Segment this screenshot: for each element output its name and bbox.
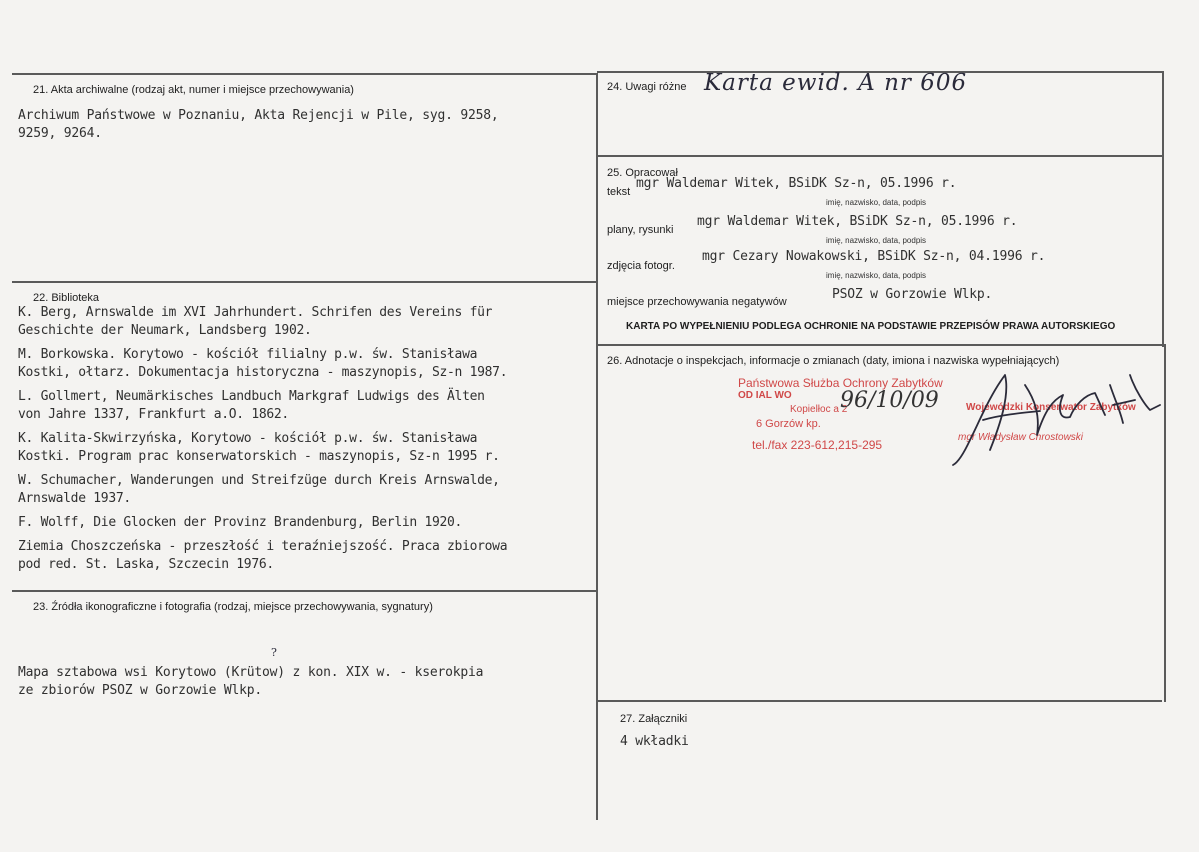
bib-entry: [18, 514, 588, 532]
s25-negatives-label: miejsce przechowywania negatywów: [607, 296, 787, 308]
s21-line-1: Archiwum Państwowe w Poznaniu, Akta Rejencji w Pile, syg. 9258,: [18, 108, 499, 123]
stamp-line: OD IAL WO: [738, 390, 792, 401]
s23-line-2: ze zbiorów PSOZ w Gorzowie Wlkp.: [18, 683, 263, 698]
bib-line: Kostki. Program prac konserwatorskich - maszynopis, Sz-n 1995 r.: [18, 449, 500, 464]
inspection-date: 96/10/09: [840, 388, 939, 413]
s25-plans-label: plany, rysunki: [607, 224, 674, 236]
stamp2-line: Wojewódzki Konserwator Zabytków: [966, 402, 1136, 413]
bib-line: Geschichte der Neumark, Landsberg 1902.: [18, 323, 312, 338]
s21-line-2: 9259, 9264.: [18, 126, 102, 141]
s25-label: 25. Opracował: [607, 167, 678, 179]
bib-line: K. Berg, Arnswalde im XVI Jahrhundert. Schrifen des Vereins für: [18, 305, 493, 320]
s27-value: 4 wkładki: [620, 734, 689, 749]
s22-label: 22. Biblioteka: [33, 292, 100, 304]
s24-label: 24. Uwagi różne: [607, 81, 687, 93]
rule-top-left: [12, 73, 597, 75]
s25-plans-value: mgr Waldemar Witek, BSiDK Sz-n, 05.1996 r.: [697, 214, 1018, 229]
stamp-line: Kopielłoc a 2: [790, 404, 848, 415]
s25-text-label: tekst: [607, 186, 631, 198]
column-divider: [596, 73, 598, 820]
bib-line: K. Kalita-Skwirzyńska, Korytowo - kościół p.w. św. Stanisława: [18, 431, 478, 446]
bib-line: Arnswalde 1937.: [18, 491, 131, 506]
s25-text-value: mgr Waldemar Witek, BSiDK Sz-n, 05.1996 r.: [636, 176, 957, 191]
rule-s27-right: [597, 700, 1162, 702]
stamp2-line: mgr Władysław Chrostowski: [958, 432, 1084, 443]
stamp-line: 6 Gorzów kp.: [756, 418, 821, 430]
s25-photos-label: zdjęcia fotogr.: [607, 260, 675, 272]
s25-copyright-notice: KARTA PO WYPEŁNIENIU PODLEGA OCHRONIE NA PODSTAWIE PRZEPISÓW PRAWA AUTORSKIEGO: [626, 321, 1116, 332]
s25-plans-caption: imię, nazwisko, data, podpis: [826, 236, 927, 245]
bib-entry: [18, 472, 588, 508]
bib-line: L. Gollmert, Neumärkisches Landbuch Markgraf Ludwigs des Älten: [18, 389, 485, 404]
s23-label: 23. Źródła ikonograficzne i fotografia (rodzaj, miejsce przechowywania, sygnatury): [33, 601, 433, 613]
bib-line: Kostki, ołtarz. Dokumentacja historyczna - maszynopis, Sz-n 1987.: [18, 365, 508, 380]
s26-label: 26. Adnotacje o inspekcjach, informacje o zmianach (daty, imiona i nazwiska wypełniających): [607, 355, 1060, 367]
bib-entry: [18, 430, 588, 466]
bib-line: pod red. St. Laska, Szczecin 1976.: [18, 557, 274, 572]
right-edge: [1162, 71, 1164, 347]
s25-negatives-value: PSOZ w Gorzowie Wlkp.: [832, 287, 993, 302]
s21-label: 21. Akta archiwalne (rodzaj akt, numer i miejsce przechowywania): [33, 84, 354, 96]
bib-line: Ziemia Choszczeńska - przeszłość i teraźniejszość. Praca zbiorowa: [18, 539, 508, 554]
bib-line: M. Borkowska. Korytowo - kościół filialny p.w. św. Stanisława: [18, 347, 478, 362]
bib-line: von Jahre 1337, Frankfurt a.O. 1862.: [18, 407, 289, 422]
bib-line: F. Wolff, Die Glocken der Provinz Brandenburg, Berlin 1920.: [18, 515, 463, 530]
s23-question-mark: ?: [271, 646, 277, 659]
rule-s22-left: [12, 281, 597, 283]
s24-handwritten-note: Karta ewid. A nr 606: [704, 70, 968, 96]
stamp-line: Państwowa Służba Ochrony Zabytków: [738, 376, 943, 390]
bib-entry: [18, 346, 588, 382]
s25-text-caption: imię, nazwisko, data, podpis: [826, 198, 927, 207]
signature-icon: [945, 365, 1175, 475]
s22-bibliography: [18, 304, 588, 580]
s27-label: 27. Załączniki: [620, 713, 688, 725]
bib-entry: [18, 538, 588, 574]
bib-line: W. Schumacher, Wanderungen und Streifzüge durch Kreis Arnswalde,: [18, 473, 500, 488]
bib-entry: [18, 304, 588, 340]
rule-s26-right: [597, 344, 1162, 346]
bib-entry: [18, 388, 588, 424]
s25-photos-caption: imię, nazwisko, data, podpis: [826, 271, 927, 280]
stamp-line: tel./fax 223-612,215-295: [752, 438, 883, 452]
rule-s25-right: [597, 155, 1162, 157]
s25-photos-value: mgr Cezary Nowakowski, BSiDK Sz-n, 04.1996 r.: [702, 249, 1046, 264]
s23-line-1: Mapa sztabowa wsi Korytowo (Krütow) z kon. XIX w. - kserokpia: [18, 665, 484, 680]
rule-s23-left: [12, 590, 597, 592]
